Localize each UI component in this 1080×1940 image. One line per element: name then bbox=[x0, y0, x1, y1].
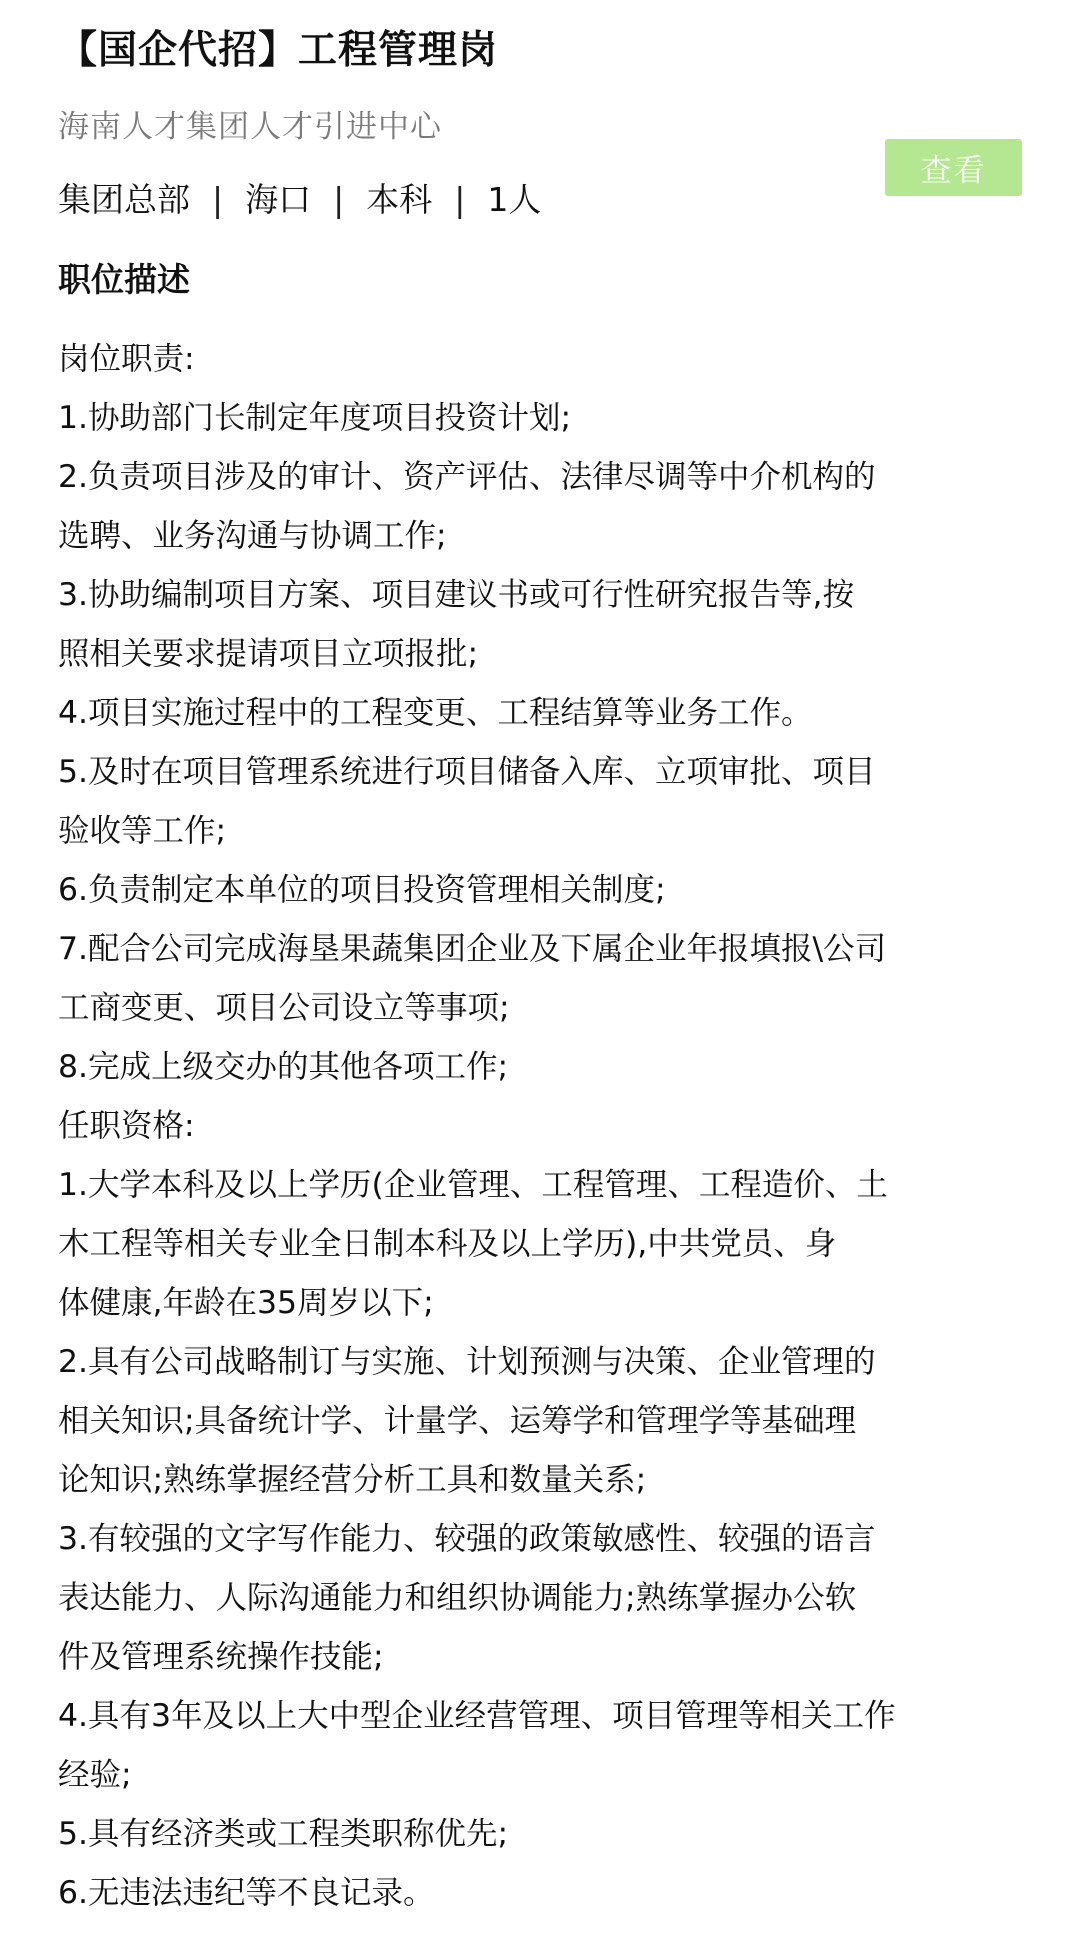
meta-separator: | bbox=[333, 180, 345, 219]
description-line: 7.配合公司完成海垦果蔬集团企业及下属企业年报填报\公司 bbox=[58, 931, 887, 967]
description-line: 表达能力、人际沟通能力和组织协调能力;熟练掌握办公软 bbox=[58, 1580, 857, 1616]
description-line: 体健康,年龄在35周岁以下; bbox=[58, 1285, 434, 1321]
description-line: 岗位职责: bbox=[58, 341, 195, 377]
meta-department: 集团总部 bbox=[58, 180, 190, 219]
meta-location: 海口 bbox=[245, 180, 312, 219]
job-meta-row bbox=[58, 175, 541, 225]
description-line: 4.具有3年及以上大中型企业经营管理、项目管理等相关工作 bbox=[58, 1698, 896, 1734]
description-line: 1.大学本科及以上学历(企业管理、工程管理、工程造价、土 bbox=[58, 1167, 888, 1203]
description-line: 论知识;熟练掌握经营分析工具和数量关系; bbox=[58, 1462, 647, 1498]
description-line: 2.具有公司战略制订与实施、计划预测与决策、企业管理的 bbox=[58, 1344, 876, 1380]
description-line: 8.完成上级交办的其他各项工作; bbox=[58, 1049, 509, 1085]
meta-separator: | bbox=[212, 180, 224, 219]
description-line: 选聘、业务沟通与协调工作; bbox=[58, 518, 447, 554]
description-line: 3.协助编制项目方案、项目建议书或可行性研究报告等,按 bbox=[58, 577, 855, 613]
job-description bbox=[58, 330, 1018, 1923]
description-line: 6.负责制定本单位的项目投资管理相关制度; bbox=[58, 872, 666, 908]
description-line: 1.协助部门长制定年度项目投资计划; bbox=[58, 400, 572, 436]
meta-education: 本科 bbox=[366, 180, 433, 219]
description-line: 经验; bbox=[58, 1757, 132, 1793]
description-line: 5.及时在项目管理系统进行项目储备入库、立项审批、项目 bbox=[58, 754, 876, 790]
description-line: 照相关要求提请项目立项报批; bbox=[58, 636, 479, 672]
section-heading-description: 职位描述 bbox=[58, 260, 190, 299]
description-line: 验收等工作; bbox=[58, 813, 227, 849]
meta-headcount: 1人 bbox=[487, 180, 542, 219]
job-title: 【国企代招】工程管理岗 bbox=[58, 28, 499, 73]
view-button[interactable]: 查看 bbox=[885, 139, 1022, 196]
description-line: 2.负责项目涉及的审计、资产评估、法律尽调等中介机构的 bbox=[58, 459, 876, 495]
description-line: 木工程等相关专业全日制本科及以上学历),中共党员、身 bbox=[58, 1226, 837, 1262]
description-line: 3.有较强的文字写作能力、较强的政策敏感性、较强的语言 bbox=[58, 1521, 876, 1557]
description-line: 4.项目实施过程中的工程变更、工程结算等业务工作。 bbox=[58, 695, 813, 731]
meta-separator: | bbox=[454, 180, 466, 219]
description-line: 件及管理系统操作技能; bbox=[58, 1639, 384, 1675]
description-line: 任职资格: bbox=[58, 1108, 195, 1144]
description-line: 相关知识;具备统计学、计量学、运筹学和管理学等基础理 bbox=[58, 1403, 857, 1439]
description-line: 5.具有经济类或工程类职称优先; bbox=[58, 1816, 509, 1852]
description-line: 6.无违法违纪等不良记录。 bbox=[58, 1875, 435, 1911]
description-line: 工商变更、项目公司设立等事项; bbox=[58, 990, 510, 1026]
company-name: 海南人才集团人才引进中心 bbox=[58, 109, 442, 145]
